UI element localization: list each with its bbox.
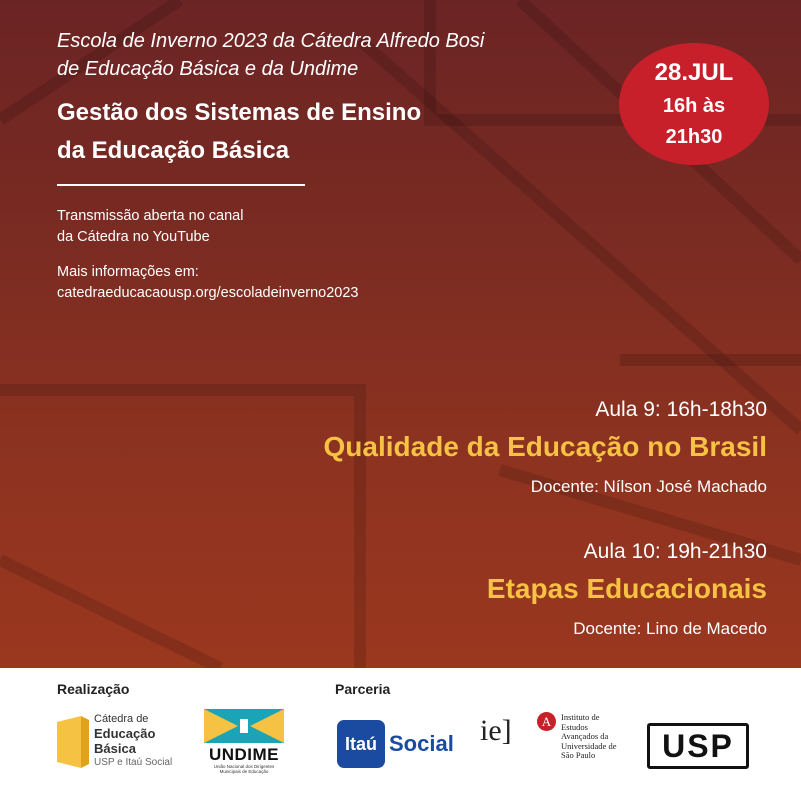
- itau-social-text: Social: [389, 731, 454, 756]
- footer: [0, 668, 801, 798]
- transmission-line-2: da Cátedra no YouTube: [57, 229, 210, 245]
- lesson-10-label: Aula 10: 19h-21h30: [583, 540, 767, 563]
- undime-name: UNDIME: [208, 745, 280, 764]
- badge-time-line-2: 21h30: [665, 126, 723, 148]
- intro-line-2: de Educação Básica e da Undime: [57, 58, 359, 80]
- transmission-line-1: Transmissão aberta no canal: [57, 208, 244, 224]
- parceria-label: Parceria: [335, 681, 391, 697]
- iea-line-5: São Paulo: [561, 750, 596, 760]
- itau-social-logo: [337, 720, 457, 768]
- undime-subtitle: [204, 764, 284, 774]
- page-title-line-1: Gestão dos Sistemas de Ensino: [57, 99, 422, 126]
- catedra-line-2: Educação: [94, 726, 156, 741]
- catedra-line-4: USP e Itaú Social: [94, 757, 173, 768]
- lesson-10-teacher: Docente: Lino de Macedo: [573, 619, 767, 638]
- undime-logo: [204, 709, 284, 779]
- page-title-line-2: da Educação Básica: [57, 137, 290, 164]
- catedra-text: [94, 712, 172, 769]
- iea-line-2: Estudos: [561, 721, 588, 732]
- badge-date: 28.JUL: [654, 59, 734, 86]
- usp-logo: [647, 723, 749, 769]
- badge-time-line-1: 16h às: [662, 95, 726, 117]
- lesson-9-title: Qualidade da Educação no Brasil: [323, 431, 767, 462]
- catedra-mark-icon: [57, 712, 91, 772]
- iea-line-3: Avançados da: [561, 731, 609, 741]
- date-badge: [619, 43, 769, 165]
- iea-line-4: Universidade de: [561, 740, 617, 751]
- title-divider: [57, 184, 305, 186]
- intro-line-1: Escola de Inverno 2023 da Cátedra Alfredo Bosi: [57, 30, 485, 52]
- iea-usp-logo: [480, 712, 640, 768]
- iea-circle-icon: A: [537, 712, 556, 731]
- catedra-line-3: Básica: [94, 741, 136, 756]
- undime-mark-icon: [204, 709, 284, 743]
- iea-text: [561, 713, 616, 761]
- info-url-link[interactable]: catedraeducacaousp.org/escoladeinverno2023: [57, 285, 359, 301]
- undime-subtitle-line-2: Municipais de Educação: [219, 769, 269, 774]
- iea-line-1: Instituto de: [561, 712, 600, 722]
- catedra-logo: [57, 712, 187, 772]
- lesson-10-title: Etapas Educacionais: [486, 573, 767, 604]
- itau-mark: Itaú: [337, 720, 385, 768]
- lesson-9-teacher: Docente: Nílson José Machado: [530, 477, 767, 496]
- catedra-line-1: Cátedra de: [94, 713, 149, 725]
- undime-subtitle-line-1: União Nacional dos Dirigentes: [213, 764, 275, 769]
- usp-text: USP: [647, 723, 749, 769]
- iea-mark: ie]: [480, 714, 512, 747]
- lesson-9-label: Aula 9: 16h-18h30: [595, 398, 767, 421]
- more-info-label: Mais informações em:: [57, 264, 199, 280]
- realizacao-label: Realização: [57, 681, 130, 697]
